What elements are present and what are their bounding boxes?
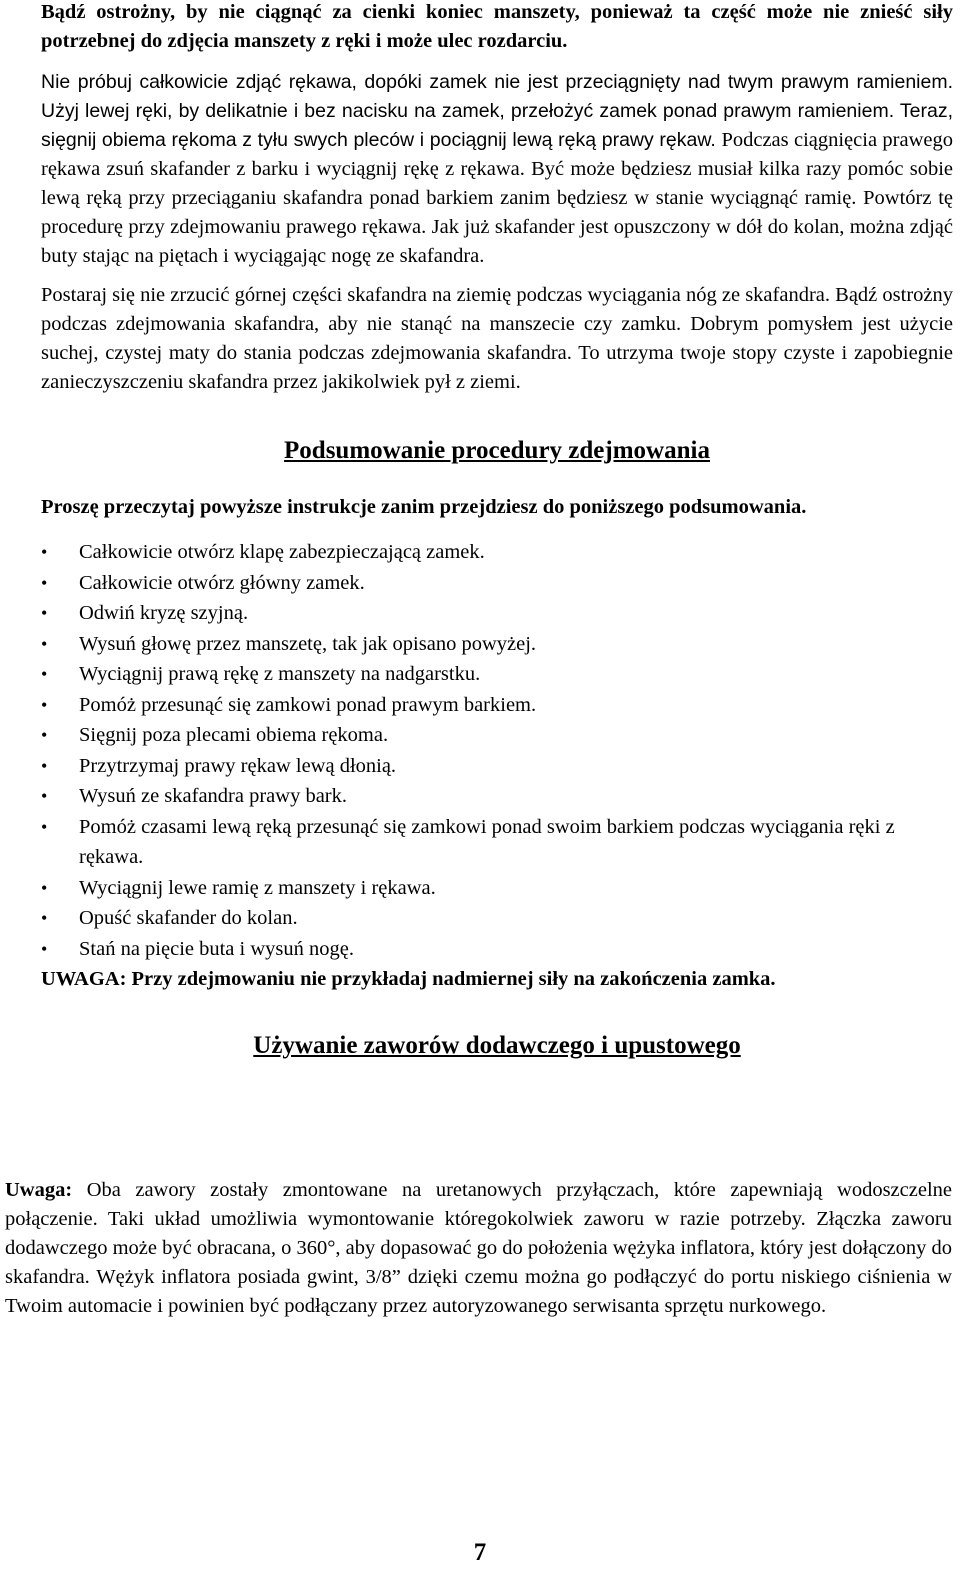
document-page — [41, 0, 953, 1062]
step-item — [41, 537, 953, 568]
bullet-icon: • — [41, 725, 48, 745]
summary-heading: Podsumowanie procedury zdejmowania — [284, 437, 710, 464]
step-text: Wysuń głowę przez manszetę, tak jak opisano powyżej. — [79, 632, 537, 655]
warning-text: UWAGA: Przy zdejmowaniu nie przykładaj nadmiernej siły na zakończenia zamka. — [41, 968, 776, 990]
valves-heading: Używanie zaworów dodawczego i upustowego — [253, 1032, 741, 1059]
floor-care-paragraph: Postaraj się nie zrzucić górnej części skafandra na ziemię podczas wyciągania nóg ze skafandra. Bądź ostrożny podczas zdejmowania skafandra, aby nie stanąć na manszecie czy zamku. Dobrym pomysłem jest użycie suchej, czystej maty do stania podczas zdejmowania skafandra. To utrzyma twoje stopy czyste i zapobiegnie zanieczyszczeniu skafandra przez jakikolwiek pył z ziemi. — [41, 284, 953, 393]
step-item — [41, 903, 953, 934]
step-text: Sięgnij poza plecami obiema rękoma. — [79, 724, 389, 746]
step-text: Pomóż czasami lewą ręką przesunąć się zamkowi ponad swoim barkiem podczas wyciągania ręki z rękawa. — [79, 815, 895, 868]
summary-intro: Proszę przeczytaj powyższe instrukcje zanim przejdziesz do poniższego podsumowania. — [41, 496, 807, 518]
step-text: Wysuń ze skafandra prawy bark. — [79, 785, 348, 807]
sleeve-instructions-arial-text: Nie próbuj całkowicie zdjąć rękawa, dopóki zamek nie jest przeciągnięty nad twym prawym ramieniem. Użyj lewej ręki, by delikatnie i bez nacisku na zamek, przełożyć zamek ponad prawym ramieniem. Teraz, sięgnij obiema rękoma z tyłu swych pleców i pociągnij lewą ręką prawy rękaw. — [41, 71, 953, 151]
caution-paragraph: Bądź ostrożny, by nie ciągnąć za cienki koniec manszety, ponieważ ta część może nie znieść siły potrzebnej do zdjęcia manszety z ręki i może ulec rozdarciu. — [41, 1, 953, 52]
step-item — [41, 934, 953, 965]
step-item — [41, 629, 953, 660]
bullet-icon: • — [41, 633, 48, 654]
bullet-icon: • — [41, 542, 48, 562]
step-text: Całkowicie otwórz główny zamek. — [79, 571, 365, 594]
step-item — [41, 659, 953, 690]
step-text: Stań na pięcie buta i wysuń nogę. — [79, 937, 354, 960]
step-item — [41, 720, 953, 751]
step-text: Wyciągnij lewe ramię z manszety i rękawa. — [79, 876, 436, 899]
bullet-icon: • — [41, 877, 48, 898]
page-number: 7 — [473, 1539, 487, 1566]
note-text: Oba zawory zostały zmontowane na uretanowych przyłączach, które zapewniają wodoszczelne połączenie. Taki układ umożliwia wymontowanie któregokolwiek zaworu w razie potrzeby. Złączka zaworu dodawczego może być obracana, o 360°, aby dopasować go do położenia wężyka inflatora, który jest dołączony do skafandra. Wężyk inflatora posiada gwint, 3/8” dzięki czemu można go podłączyć do portu niskiego ciśnienia w Twoim automacie i powinien być podłączany przez autoryzowanego serwisanta sprzętu nurkowego. — [5, 1179, 952, 1317]
step-item — [41, 568, 953, 599]
step-text: Przytrzymaj prawy rękaw lewą dłonią. — [79, 754, 397, 777]
steps-list — [41, 537, 953, 964]
bullet-icon: • — [41, 908, 48, 928]
valves-note-paragraph — [5, 1176, 952, 1321]
sleeve-instructions-serif-text: Podczas ciągnięcia prawego rękawa zsuń skafander z barku i wyciągnij rękę z rękawa. Być może będziesz musiał kilka razy pomóc sobie lewą ręką przy przeciąganiu skafandra ponad barkiem zanim będziesz w stanie wyciągnąć ramię. Powtórz tę procedurę przy zdejmowaniu prawego rękawa. Jak już skafander jest opuszczony w dół do kolan, można zdjąć buty stając na piętach i wyciągając nogę ze skafandra. — [41, 129, 953, 267]
bullet-icon: • — [41, 938, 48, 959]
step-item — [41, 751, 953, 782]
step-text: Opuść skafander do kolan. — [79, 907, 298, 929]
bullet-icon: • — [41, 664, 48, 684]
step-text: Odwiń kryzę szyjną. — [79, 602, 249, 624]
step-text: Całkowicie otwórz klapę zabezpieczającą zamek. — [79, 541, 485, 563]
note-label: Uwaga: — [5, 1179, 73, 1201]
step-text: Pomóż przesunąć się zamkowi ponad prawym barkiem. — [79, 693, 537, 716]
bullet-icon: • — [41, 603, 48, 623]
step-item — [41, 873, 953, 904]
bullet-icon: • — [41, 755, 48, 776]
bullet-icon: • — [41, 786, 48, 806]
step-item — [41, 781, 953, 812]
bullet-icon: • — [41, 572, 48, 593]
step-item — [41, 812, 953, 873]
sleeve-instructions-paragraph — [41, 68, 953, 271]
step-item — [41, 598, 953, 629]
bullet-icon: • — [41, 694, 48, 715]
bullet-icon: • — [41, 816, 48, 837]
step-item — [41, 690, 953, 721]
step-text: Wyciągnij prawą rękę z manszety na nadgarstku. — [79, 663, 481, 685]
